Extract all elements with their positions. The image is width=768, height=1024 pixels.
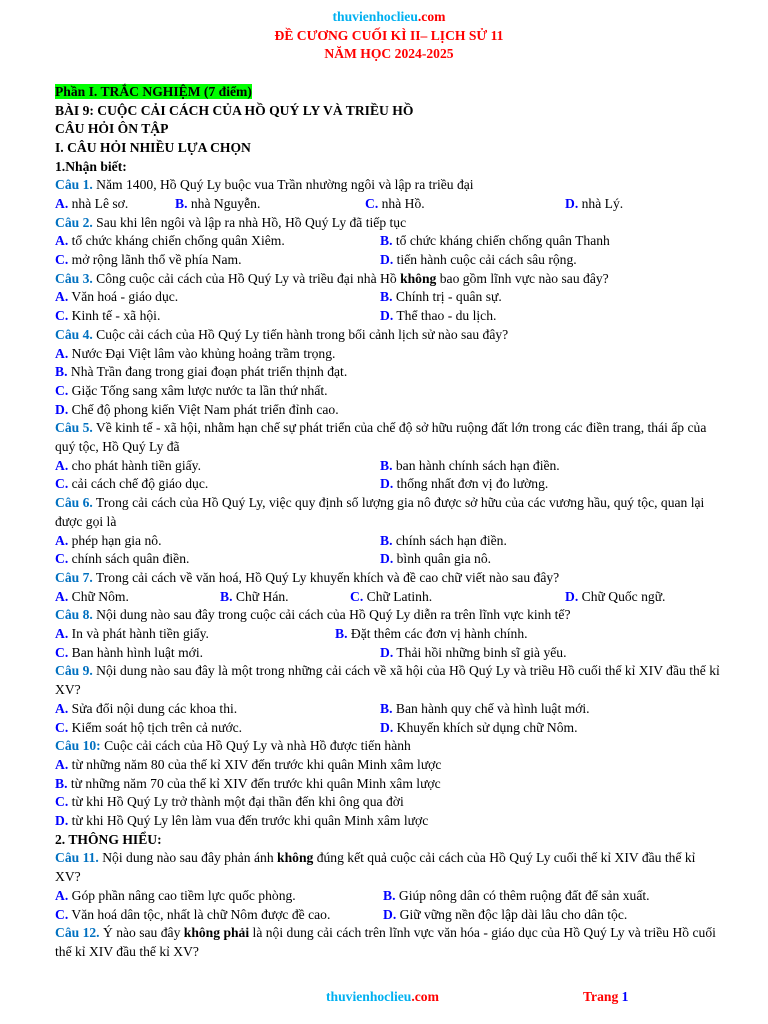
question-4: Câu 4. Cuộc cải cách của Hồ Quý Ly tiến hành trong bối cảnh lịch sử nào sau đây?	[55, 326, 509, 342]
options-q6-ab	[55, 532, 723, 551]
question-1: Câu 1. Năm 1400, Hồ Quý Ly buộc vua Trần nhường ngôi và lập ra triều đại	[55, 177, 474, 193]
option-c[interactable]: C. cải cách chế độ giáo dục.	[55, 476, 209, 492]
option-d[interactable]: D. từ khi Hồ Quý Ly lên làm vua đến trước khi quân Minh xâm lược	[55, 813, 429, 828]
option-a[interactable]: A. từ những năm 80 của thế kỉ XIV đến trước khi quân Minh xâm lược	[55, 756, 442, 772]
option-d[interactable]: D. thống nhất đơn vị đo lường.	[380, 476, 549, 492]
option-c[interactable]: C. Ban hành hình luật mới.	[55, 644, 204, 660]
page-footer	[0, 989, 768, 1009]
option-c[interactable]: C. Giặc Tống sang xâm lược nước ta lần thứ nhất.	[55, 382, 328, 398]
section-heading: I. CÂU HỎI NHIỀU LỰA CHỌN	[55, 139, 251, 155]
page-number: Trang 1	[583, 989, 629, 1004]
option-a[interactable]: A. tổ chức kháng chiến chống quân Xiêm.	[55, 233, 285, 249]
options-q7	[55, 588, 723, 607]
option-c[interactable]: C. Kiểm soát hộ tịch trên cả nước.	[55, 719, 243, 735]
option-d[interactable]: D. Thể thao - du lịch.	[380, 308, 497, 324]
option-b[interactable]: B. từ những năm 70 của thế kỉ XIV đến trước khi quân Minh xâm lược	[55, 775, 441, 791]
option-d[interactable]: D. Thải hồi những binh sĩ già yếu.	[380, 644, 567, 660]
level-heading: 2. THÔNG HIỂU:	[55, 831, 162, 847]
option-c[interactable]: C. mở rộng lãnh thổ về phía Nam.	[55, 252, 242, 268]
option-c[interactable]: C. chính sách quân điền.	[55, 551, 190, 567]
options-q8-ab	[55, 625, 723, 644]
option-b[interactable]: B. Chữ Hán.	[220, 588, 289, 604]
option-b[interactable]: B. Ban hành quy chế và hình luật mới.	[380, 700, 590, 716]
option-a[interactable]: A. Văn hoá - giáo dục.	[55, 289, 179, 305]
option-c[interactable]: C. nhà Hồ.	[365, 196, 425, 212]
option-d[interactable]: D. Chế độ phong kiến Việt Nam phát triển đỉnh cao.	[55, 401, 339, 417]
review-heading: CÂU HỎI ÔN TẬP	[55, 121, 169, 137]
option-d[interactable]: D. nhà Lý.	[565, 196, 624, 212]
options-q2-cd	[55, 251, 723, 270]
options-q6-cd	[55, 550, 723, 569]
option-b[interactable]: B. Đặt thêm các đơn vị hành chính.	[335, 626, 528, 642]
option-c[interactable]: C. Văn hoá dân tộc, nhất là chữ Nôm được đề cao.	[55, 906, 331, 922]
question-5: Câu 5. Về kinh tế - xã hội, nhằm hạn chế sự phát triển của chế độ sở hữu ruộng đất lớn trong các điền trang, thái ấp của quý tộc, Hồ Quý Ly đã	[55, 420, 707, 455]
question-8: Câu 8. Nội dung nào sau đây trong cuộc cải cách của Hồ Quý Ly diễn ra trên lĩnh vực kinh tế?	[55, 607, 571, 623]
part-heading: Phần I. TRẮC NGHIỆM (7 điểm)	[55, 83, 252, 99]
lesson-heading: BÀI 9: CUỘC CẢI CÁCH CỦA HỒ QUÝ LY VÀ TRIỀU HỒ	[55, 102, 414, 118]
options-q3-cd	[55, 307, 723, 326]
question-9: Câu 9. Nội dung nào sau đây là một trong những cải cách về xã hội của Hồ Quý Ly và triều Hồ cuối thế kỉ XIV đầu thế kỉ XV?	[55, 663, 720, 698]
option-d[interactable]: D. bình quân gia nô.	[380, 551, 492, 567]
option-b[interactable]: B. Nhà Trần đang trong giai đoạn phát triển thịnh đạt.	[55, 364, 348, 380]
option-c[interactable]: C. từ khi Hồ Quý Ly trở thành một đại thần đến khi ông qua đời	[55, 794, 404, 810]
option-b[interactable]: B. nhà Nguyễn.	[175, 196, 261, 212]
option-b[interactable]: B. Giúp nông dân có thêm ruộng đất để sản xuất.	[383, 887, 650, 903]
options-q11-cd	[55, 906, 723, 925]
options-q5-cd	[55, 475, 723, 494]
option-b[interactable]: B. chính sách hạn điền.	[380, 532, 507, 548]
option-c[interactable]: C. Kinh tế - xã hội.	[55, 308, 161, 324]
option-a[interactable]: A. Nước Đại Việt lâm vào khủng hoảng trầm trọng.	[55, 345, 336, 361]
options-q11-ab	[55, 887, 723, 906]
footer-site-link[interactable]: thuvienhoclieu.com	[326, 989, 439, 1004]
question-11: Câu 11. Nội dung nào sau đây phản ánh không đúng kết quả cuộc cải cách của Hồ Quý Ly cuối thế kỉ XIV đầu thế kỉ XV?	[55, 850, 696, 885]
question-12: Câu 12. Ý nào sau đây không phải là nội dung cải cách trên lĩnh vực văn hóa - giáo dục của Hồ Quý Ly và triều Hồ cuối thế kỉ XIV đầu thế kỉ XV?	[55, 925, 716, 959]
options-q5-ab	[55, 457, 723, 476]
option-b[interactable]: B. Chính trị - quân sự.	[380, 289, 502, 305]
spacer	[55, 64, 723, 83]
level-heading: 1.Nhận biết:	[55, 158, 127, 174]
options-q8-cd	[55, 644, 723, 663]
question-6: Câu 6. Trong cải cách của Hồ Quý Ly, việc quy định số lượng gia nô được sở hữu của các vương hầu, quý tộc, quan lại được gọi là	[55, 495, 705, 529]
option-d[interactable]: D. Chữ Quốc ngữ.	[565, 588, 666, 604]
document-title: ĐỀ CƯƠNG CUỐI KÌ II– LỊCH SỬ 11	[274, 27, 504, 43]
options-q9-ab	[55, 700, 723, 719]
question-10: Câu 10: Cuộc cải cách của Hồ Quý Ly và nhà Hồ được tiến hành	[55, 738, 411, 754]
question-7: Câu 7. Trong cải cách về văn hoá, Hồ Quý Ly khuyến khích và đề cao chữ viết nào sau đây?	[55, 569, 560, 585]
option-a[interactable]: A. In và phát hành tiền giấy.	[55, 626, 209, 642]
option-a[interactable]: A. nhà Lê sơ.	[55, 196, 129, 212]
option-a[interactable]: A. cho phát hành tiền giấy.	[55, 457, 201, 473]
option-c[interactable]: C. Chữ Latinh.	[350, 588, 433, 604]
option-d[interactable]: D. Giữ vững nền độc lập dài lâu cho dân tộc.	[383, 906, 628, 922]
option-b[interactable]: B. ban hành chính sách hạn điền.	[380, 457, 560, 473]
option-a[interactable]: A. Góp phần nâng cao tiềm lực quốc phòng.	[55, 887, 296, 903]
options-q1	[55, 195, 723, 214]
option-a[interactable]: A. Chữ Nôm.	[55, 588, 129, 604]
options-q2-ab	[55, 232, 723, 251]
option-b[interactable]: B. tổ chức kháng chiến chống quân Thanh	[380, 233, 610, 249]
option-d[interactable]: D. Khuyến khích sử dụng chữ Nôm.	[380, 719, 578, 735]
document-page	[55, 8, 723, 962]
options-q9-cd	[55, 719, 723, 738]
options-q3-ab	[55, 288, 723, 307]
school-year: NĂM HỌC 2024-2025	[324, 46, 454, 62]
site-header[interactable]: thuvienhoclieu.com	[332, 9, 446, 24]
option-a[interactable]: A. phép hạn gia nô.	[55, 532, 162, 548]
question-3: Câu 3. Công cuộc cải cách của Hồ Quý Ly và triều đại nhà Hồ không bao gồm lĩnh vực nào sau đây?	[55, 270, 609, 286]
question-2: Câu 2. Sau khi lên ngôi và lập ra nhà Hồ, Hồ Quý Ly đã tiếp tục	[55, 214, 407, 230]
option-d[interactable]: D. tiến hành cuộc cải cách sâu rộng.	[380, 252, 577, 268]
option-a[interactable]: A. Sửa đổi nội dung các khoa thi.	[55, 700, 238, 716]
